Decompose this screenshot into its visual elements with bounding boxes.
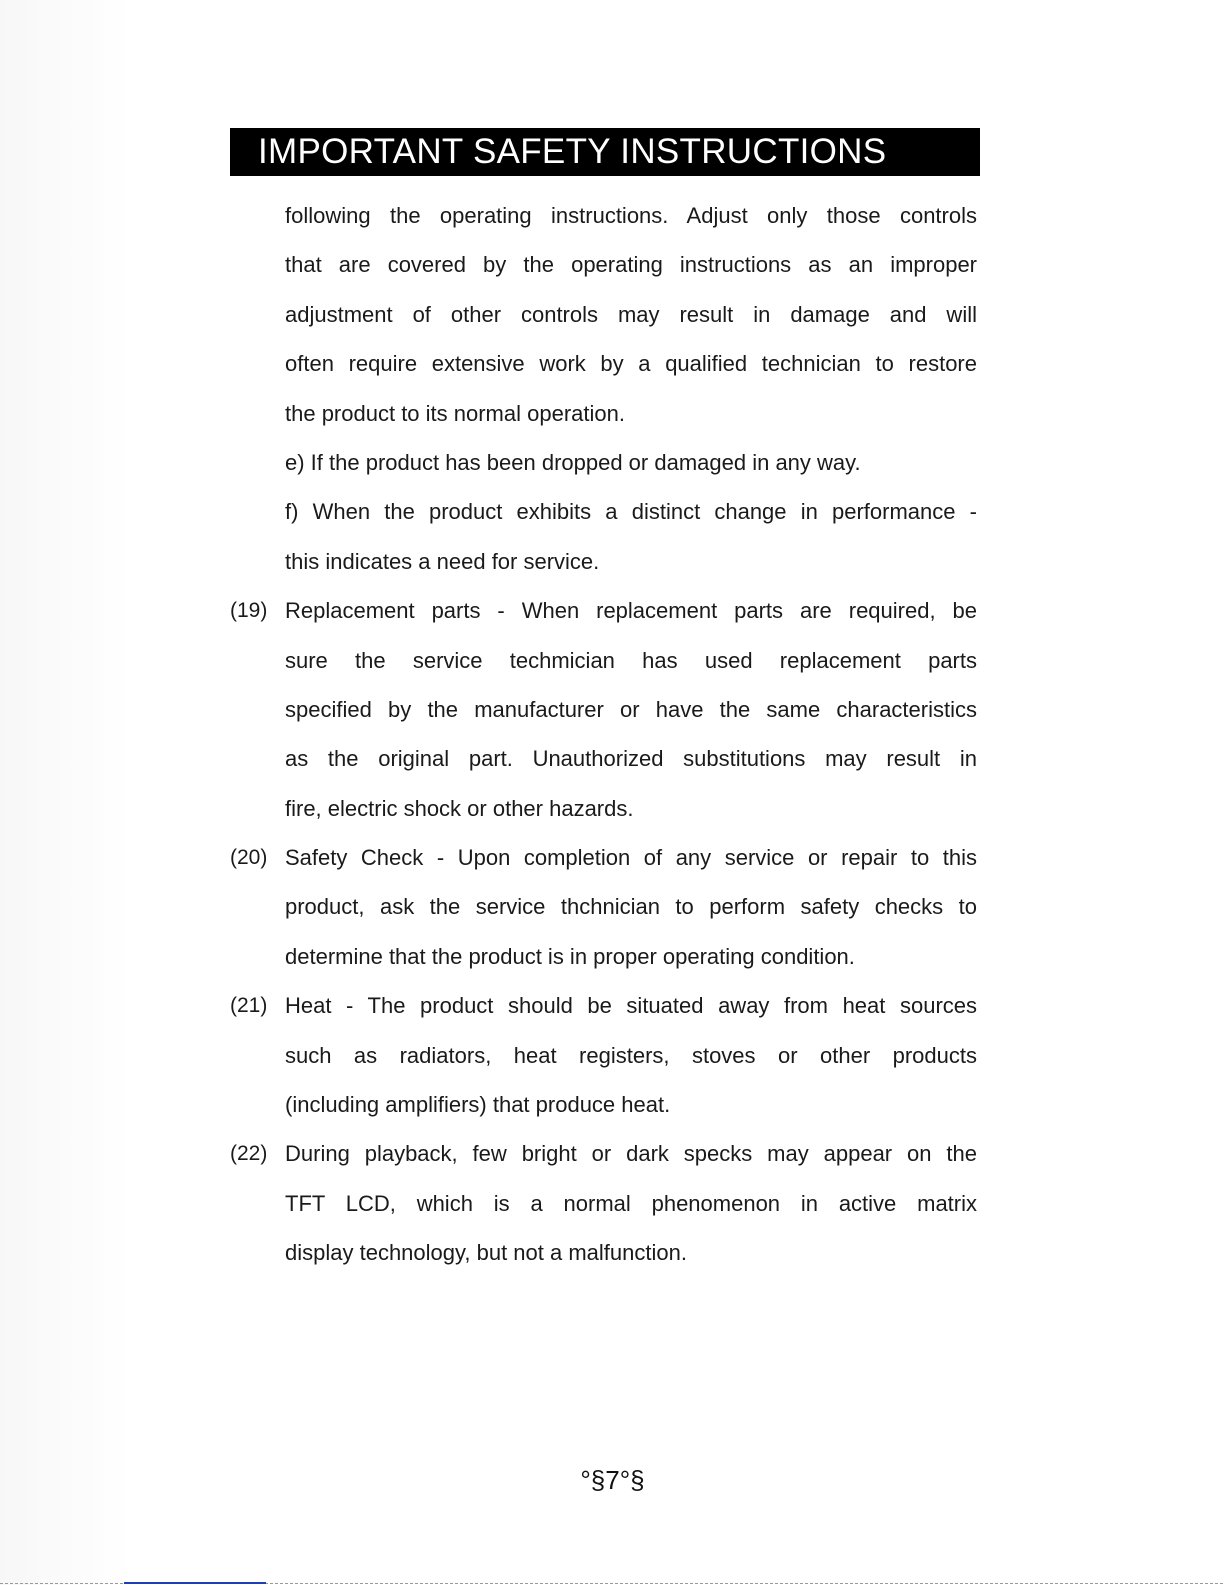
item-number: (21) [230,994,268,1018]
text-line [0,1228,1225,1277]
text-line [0,833,1225,882]
text-line [0,1179,1225,1228]
line-text: Safety Check - Upon completion of any service or repair to this [285,845,977,871]
line-text: that are covered by the operating instructions as an improper [285,252,977,278]
line-text: fire, electric shock or other hazards. [285,795,634,821]
text-line [0,1129,1225,1178]
text-line [0,981,1225,1030]
section-header: IMPORTANT SAFETY INSTRUCTIONS [230,128,980,176]
text-line [0,1031,1225,1080]
text-line [0,438,1225,487]
line-text: During playback, few bright or dark specks may appear on the [285,1141,977,1167]
line-text: this indicates a need for service. [285,548,600,574]
text-line [0,1080,1225,1129]
line-text: e) If the product has been dropped or damaged in any way. [285,449,861,475]
text-line [0,636,1225,685]
line-text: Heat - The product should be situated away from heat sources [285,993,977,1019]
text-line [0,389,1225,438]
line-text: product, ask the service thchnician to perform safety checks to [285,894,977,920]
text-line [0,537,1225,586]
item-number: (22) [230,1142,268,1166]
line-text: adjustment of other controls may result in damage and will [285,301,977,327]
line-text: the product to its normal operation. [285,400,625,426]
line-text: Replacement parts - When replacement parts are required, be [285,598,977,624]
line-text: display technology, but not a malfunction. [285,1240,687,1266]
instructions-body [0,191,1225,1278]
text-line [0,191,1225,240]
text-line [0,290,1225,339]
line-text: (including amplifiers) that produce heat. [285,1092,671,1118]
text-line [0,932,1225,981]
text-line [0,882,1225,931]
line-text: as the original part. Unauthorized substitutions may result in [285,746,977,772]
line-text: such as radiators, heat registers, stoves or other products [285,1042,977,1068]
line-text: often require extensive work by a qualified technician to restore [285,351,977,377]
text-line [0,685,1225,734]
footer-link[interactable] [124,1582,266,1584]
line-text: sure the service techmician has used replacement parts [285,647,977,673]
page-number: °§7°§ [580,1465,645,1495]
text-line [0,586,1225,635]
text-line [0,734,1225,783]
text-line [0,487,1225,536]
line-text: f) When the product exhibits a distinct change in performance - [285,499,977,525]
item-number: (19) [230,599,268,623]
line-text: specified by the manufacturer or have the same characteristics [285,696,977,722]
text-line [0,240,1225,289]
line-text: determine that the product is in proper operating condition. [285,943,855,969]
text-line [0,784,1225,833]
line-text: TFT LCD, which is a normal phenomenon in active matrix [285,1190,977,1216]
item-number: (20) [230,846,268,870]
line-text: following the operating instructions. Adjust only those controls [285,203,977,228]
text-line [0,339,1225,388]
